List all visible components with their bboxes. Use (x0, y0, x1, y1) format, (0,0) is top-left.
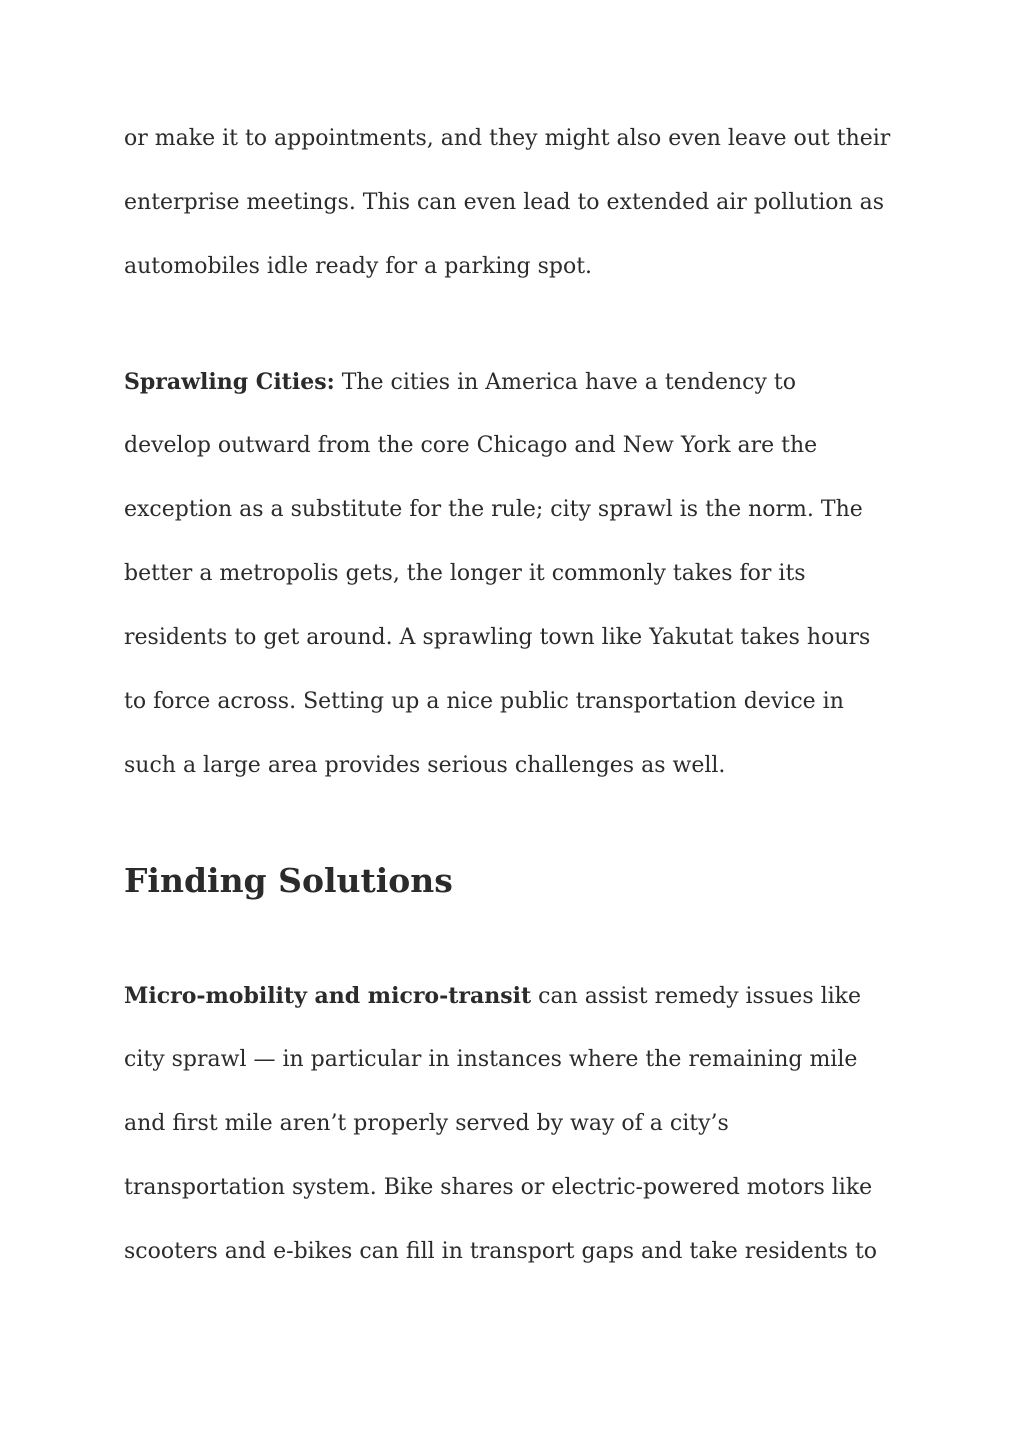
paragraph-micro-mobility (124, 964, 924, 1284)
text-line: residents to get around. A sprawling town like Yakutat takes hours (124, 625, 871, 650)
text-line: better a metropolis gets, the longer it commonly takes for its (124, 561, 806, 586)
text-line: or make it to appointments, and they might also even leave out their (124, 126, 891, 151)
paragraph-sprawling-cities (124, 350, 924, 798)
text-segment: can assist remedy issues like (531, 984, 862, 1009)
text-line: scooters and e-bikes can fill in transport gaps and take residents to (124, 1239, 878, 1264)
text-line: transportation system. Bike shares or electric-powered motors like (124, 1175, 873, 1200)
text-line: enterprise meetings. This can even lead to extended air pollution as (124, 190, 885, 215)
section-heading: Finding Solutions (124, 861, 453, 900)
text-line: automobiles idle ready for a parking spot. (124, 254, 593, 279)
paragraph-parking (124, 107, 924, 299)
text-line (124, 350, 924, 414)
text-line: city sprawl — in particular in instances where the remaining mile (124, 1047, 858, 1072)
paragraph-spacer (124, 798, 924, 849)
text-segment: The cities in America have a tendency to (334, 370, 797, 395)
micro-mobility-lead: Micro-mobility and micro-transit (124, 983, 532, 1009)
text-line: such a large area provides serious challenges as well. (124, 753, 726, 778)
text-line: to force across. Setting up a nice public transportation device in (124, 689, 844, 714)
text-line (124, 964, 924, 1028)
text-line: develop outward from the core Chicago and New York are the (124, 433, 818, 458)
paragraph-spacer (124, 299, 924, 350)
paragraph-spacer (124, 913, 924, 964)
sprawling-cities-lead: Sprawling Cities: (124, 369, 335, 395)
text-line: exception as a substitute for the rule; city sprawl is the norm. The (124, 497, 863, 522)
text-line: and first mile aren’t properly served by way of a city’s (124, 1111, 729, 1136)
document-page (124, 107, 924, 1284)
